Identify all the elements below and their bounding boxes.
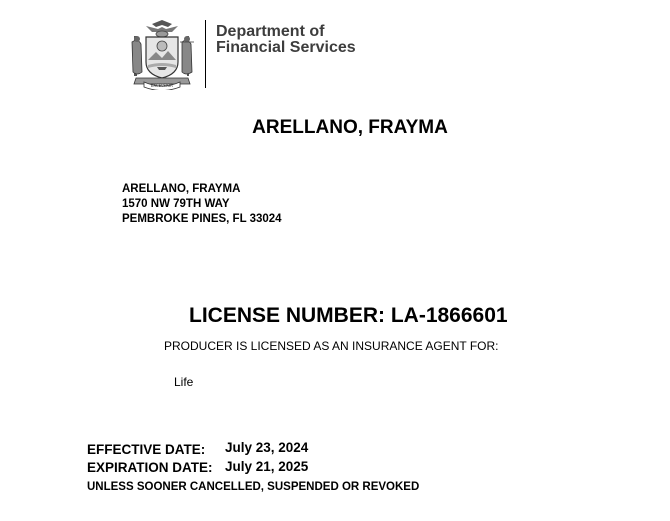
address-city-state-zip: PEMBROKE PINES, FL 33024 (122, 213, 282, 225)
effective-date-value: July 23, 2024 (225, 440, 309, 455)
seal-banner-text: EXCELSIOR (150, 83, 174, 88)
license-number: LICENSE NUMBER: LA-1866601 (189, 304, 508, 327)
expiration-date-label: EXPIRATION DATE: (87, 460, 213, 475)
address-name: ARELLANO, FRAYMA (122, 183, 241, 195)
validity-note: UNLESS SOONER CANCELLED, SUSPENDED OR REVOKED (87, 481, 420, 493)
department-name-line-2: Financial Services (216, 39, 356, 56)
effective-date-label: EFFECTIVE DATE: (87, 442, 206, 457)
new-york-state-seal-icon (124, 18, 200, 90)
address-street: 1570 NW 79TH WAY (122, 198, 230, 210)
header-divider (205, 20, 206, 88)
producer-statement: PRODUCER IS LICENSED AS AN INSURANCE AGENT FOR: (164, 339, 499, 353)
expiration-date-value: July 21, 2025 (225, 459, 309, 474)
line-of-authority: Life (174, 375, 194, 389)
department-name-line-1: Department of (216, 23, 325, 40)
licensee-name-heading: ARELLANO, FRAYMA (252, 117, 448, 138)
